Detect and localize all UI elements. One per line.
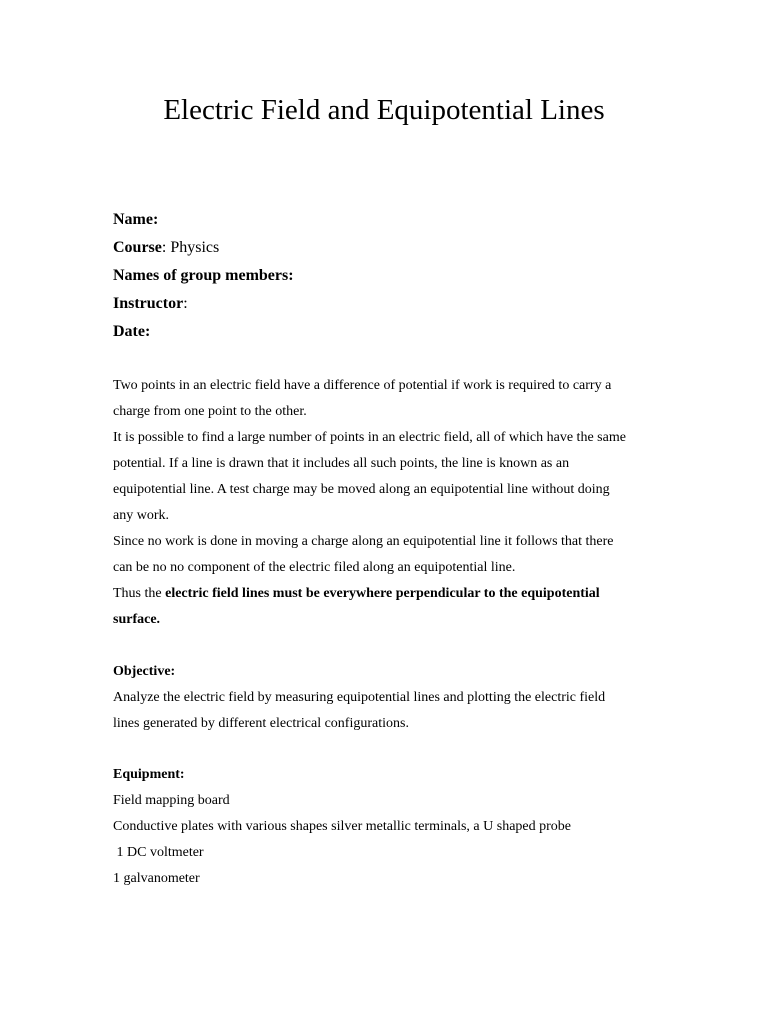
course-field [113,234,294,262]
intro-line: charge from one point to the other. [113,404,307,419]
intro-thus-prefix: Thus the [113,586,166,601]
equipment-heading: Equipment: [113,767,185,782]
objective-line: Analyze the electric field by measuring equipotential lines and plotting the electric field [113,690,606,705]
group-members-label: Names of group members: [113,267,294,284]
equipment-item: Field mapping board [113,793,230,808]
intro-line: any work. [113,508,169,523]
group-members-field [113,262,294,290]
intro-line: equipotential line. A test charge may be moved along an equipotential line without doing [113,482,610,497]
objective-line: lines generated by different electrical configurations. [113,716,409,731]
intro-emphasis-end: surface. [113,612,161,627]
header-fields [113,206,294,346]
intro-paragraph [113,373,673,633]
instructor-field [113,290,294,318]
equipment-item: 1 galvanometer [113,871,200,886]
name-field [113,206,294,234]
intro-line: can be no no component of the electric filed along an equipotential line. [113,560,516,575]
equipment-item: 1 DC voltmeter [113,845,204,860]
intro-line: It is possible to find a large number of points in an electric field, all of which have the same [113,430,626,445]
intro-emphasis: electric field lines must be everywhere perpendicular to the equipotential [165,586,600,601]
objective-section [113,659,673,737]
equipment-item: Conductive plates with various shapes silver metallic terminals, a U shaped probe [113,819,571,834]
course-colon: : [161,239,167,256]
name-label: Name: [113,211,159,228]
intro-line [113,581,673,607]
document-title: Electric Field and Equipotential Lines [163,94,605,126]
date-label: Date: [113,323,151,340]
intro-line: Two points in an electric field have a difference of potential if work is required to carry a [113,378,612,393]
course-label: Course [113,239,162,256]
instructor-label: Instructor [113,295,184,312]
intro-line: potential. If a line is drawn that it includes all such points, the line is known as an [113,456,570,471]
objective-heading: Objective: [113,664,176,679]
date-field [113,318,294,346]
equipment-section [113,762,673,892]
course-value: Physics [166,239,220,256]
intro-line: Since no work is done in moving a charge along an equipotential line it follows that there [113,534,614,549]
instructor-colon: : [183,295,188,312]
